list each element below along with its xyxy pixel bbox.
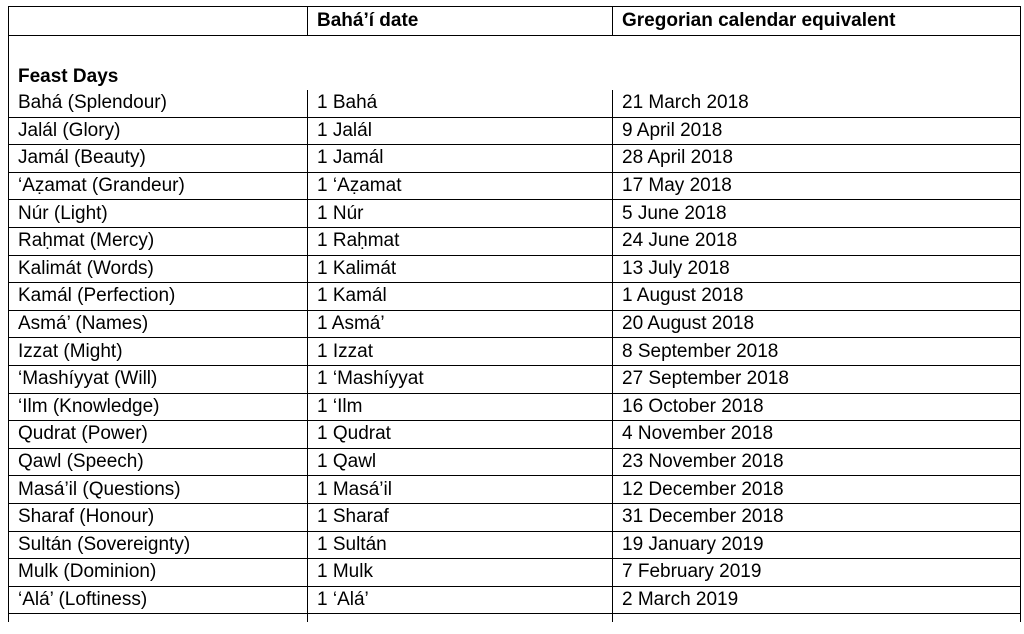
feast-name-cell: Sultán (Sovereignty) (9, 531, 308, 559)
feast-name-cell: Asmá’ (Names) (9, 310, 308, 338)
empty-cell (9, 614, 308, 623)
feast-name-cell: Masá’il (Questions) (9, 476, 308, 504)
feast-name-cell: Raḥmat (Mercy) (9, 227, 308, 255)
feast-name-cell: Jalál (Glory) (9, 117, 308, 145)
table-row (9, 117, 1021, 145)
table-row (9, 531, 1021, 559)
bahai-date-cell: 1 Jalál (308, 117, 613, 145)
gregorian-date-cell: 24 June 2018 (613, 227, 1021, 255)
table-row (9, 421, 1021, 449)
header-gregorian-equivalent: Gregorian calendar equivalent (613, 7, 1021, 36)
bahai-date-cell: 1 Sultán (308, 531, 613, 559)
table-row (9, 145, 1021, 173)
feast-name-cell: Kamál (Perfection) (9, 283, 308, 311)
table-row (9, 365, 1021, 393)
gregorian-date-cell: 16 October 2018 (613, 393, 1021, 421)
header-row (9, 7, 1021, 36)
feast-name-cell: Núr (Light) (9, 200, 308, 228)
gregorian-date-cell: 8 September 2018 (613, 338, 1021, 366)
feast-name-cell: ‘Ilm (Knowledge) (9, 393, 308, 421)
feast-days-table (8, 6, 1021, 622)
bahai-date-cell: 1 Qawl (308, 448, 613, 476)
bahai-date-cell: 1 Qudrat (308, 421, 613, 449)
bahai-date-cell: 1 ‘Mashíyyat (308, 365, 613, 393)
table-row (9, 90, 1021, 117)
table-row (9, 227, 1021, 255)
feast-name-cell: Qawl (Speech) (9, 448, 308, 476)
gregorian-date-cell: 2 March 2019 (613, 586, 1021, 614)
bahai-date-cell: 1 Kalimát (308, 255, 613, 283)
gregorian-date-cell: 7 February 2019 (613, 559, 1021, 587)
table-body (9, 36, 1021, 623)
gregorian-date-cell: 19 January 2019 (613, 531, 1021, 559)
feast-name-cell: ‘Aẓamat (Grandeur) (9, 172, 308, 200)
gregorian-date-cell: 9 April 2018 (613, 117, 1021, 145)
bahai-date-cell: 1 Masá’il (308, 476, 613, 504)
header-bahai-date: Bahá’í date (308, 7, 613, 36)
feast-name-cell: ‘Alá’ (Loftiness) (9, 586, 308, 614)
table-row (9, 255, 1021, 283)
gregorian-date-cell: 31 December 2018 (613, 503, 1021, 531)
table-row (9, 200, 1021, 228)
feast-name-cell: Jamál (Beauty) (9, 145, 308, 173)
bahai-date-cell: 1 Raḥmat (308, 227, 613, 255)
table-row (9, 310, 1021, 338)
gregorian-date-cell: 27 September 2018 (613, 365, 1021, 393)
bahai-date-cell: 1 Jamál (308, 145, 613, 173)
bahai-date-cell: 1 Asmá’ (308, 310, 613, 338)
bahai-date-cell: 1 Mulk (308, 559, 613, 587)
gregorian-date-cell: 5 June 2018 (613, 200, 1021, 228)
bahai-date-cell: 1 ‘Ilm (308, 393, 613, 421)
bahai-date-cell: 1 Izzat (308, 338, 613, 366)
empty-cell (308, 614, 613, 623)
table-row (9, 503, 1021, 531)
table-row (9, 172, 1021, 200)
bahai-date-cell: 1 Sharaf (308, 503, 613, 531)
feast-name-cell: Sharaf (Honour) (9, 503, 308, 531)
gregorian-date-cell: 4 November 2018 (613, 421, 1021, 449)
gregorian-date-cell: 17 May 2018 (613, 172, 1021, 200)
header-name-cell (9, 7, 308, 36)
table-row (9, 559, 1021, 587)
gregorian-date-cell: 28 April 2018 (613, 145, 1021, 173)
section-row (9, 36, 1021, 91)
empty-cell (613, 614, 1021, 623)
table-row (9, 476, 1021, 504)
bahai-date-cell: 1 Kamál (308, 283, 613, 311)
feast-name-cell: ‘Mashíyyat (Will) (9, 365, 308, 393)
gregorian-date-cell: 13 July 2018 (613, 255, 1021, 283)
table-row (9, 283, 1021, 311)
table-row-cutoff (9, 614, 1021, 623)
table-row (9, 393, 1021, 421)
gregorian-date-cell: 23 November 2018 (613, 448, 1021, 476)
table-row (9, 586, 1021, 614)
bahai-date-cell: 1 Núr (308, 200, 613, 228)
feast-name-cell: Izzat (Might) (9, 338, 308, 366)
gregorian-date-cell: 12 December 2018 (613, 476, 1021, 504)
gregorian-date-cell: 21 March 2018 (613, 90, 1021, 117)
feast-name-cell: Bahá (Splendour) (9, 90, 308, 117)
table-row (9, 338, 1021, 366)
feast-name-cell: Qudrat (Power) (9, 421, 308, 449)
bahai-date-cell: 1 ‘Alá’ (308, 586, 613, 614)
bahai-date-cell: 1 ‘Aẓamat (308, 172, 613, 200)
feast-name-cell: Mulk (Dominion) (9, 559, 308, 587)
gregorian-date-cell: 1 August 2018 (613, 283, 1021, 311)
section-title-feast-days: Feast Days (9, 36, 1021, 91)
gregorian-date-cell: 20 August 2018 (613, 310, 1021, 338)
bahai-date-cell: 1 Bahá (308, 90, 613, 117)
table-row (9, 448, 1021, 476)
feast-name-cell: Kalimát (Words) (9, 255, 308, 283)
